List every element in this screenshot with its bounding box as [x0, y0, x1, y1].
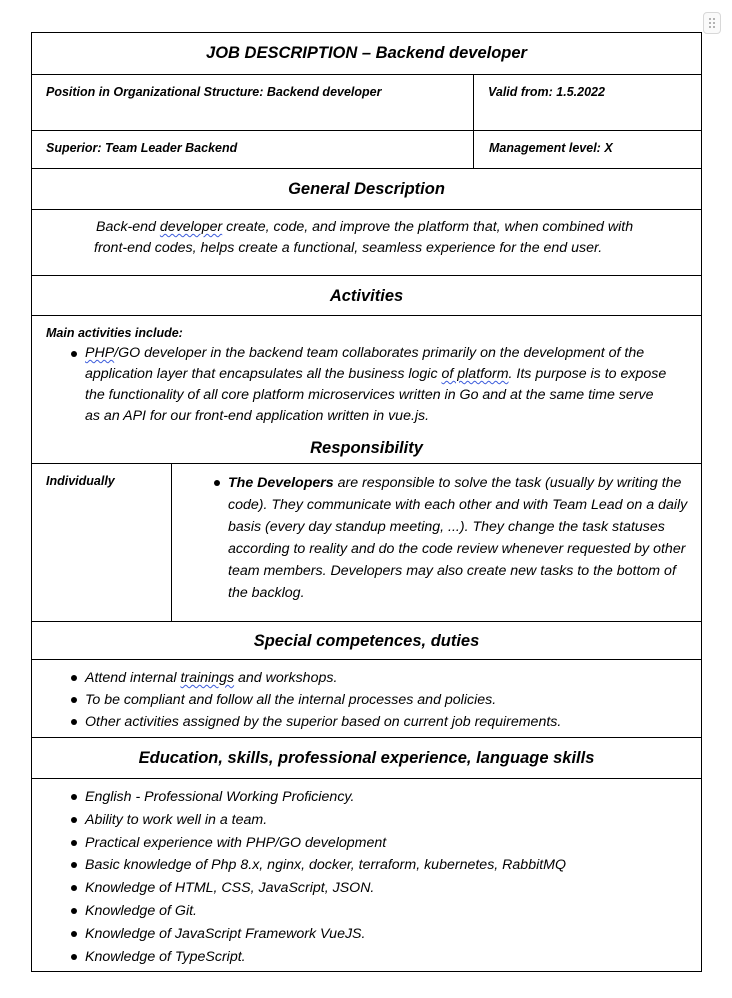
valid-from: Valid from: 1.5.2022 [473, 75, 701, 130]
responsibility-list [214, 472, 689, 604]
responsibility-row [32, 463, 701, 621]
list-item: PHP/GO developer in the backend team collaborates primarily on the development of the application layer that encapsulates all the business logic of platform. Its purpose is to expose the functionality of all core platform microservices written in Go and at the same time serve as an API for our front-end application written in vue.js. [71, 343, 671, 427]
superior-label: Superior: Team Leader Backend [46, 141, 238, 155]
general-description-body [32, 209, 701, 275]
responsibility-lead: The Developers [228, 475, 334, 491]
list-item: Basic knowledge of Php 8.x, nginx, docker, terraform, kubernetes, RabbitMQ [71, 854, 691, 877]
spellcheck-flag[interactable]: of platform [441, 366, 509, 382]
general-description-heading: General Description [32, 168, 701, 209]
list-item: The Developers are responsible to solve the task (usually by writing the code). They communicate with each other and with Team Lead on a daily basis (every day standup meeting, ...). They change the task statuses according to reality and do the code review whenever requested by other team members. Developers may also create new tasks to the bottom of the backlog. [214, 472, 689, 604]
responsibility-label: Individually [46, 474, 115, 488]
activities-body [32, 315, 701, 465]
list-item: Knowledge of JavaScript Framework VueJS. [71, 923, 691, 946]
drag-handle[interactable] [703, 12, 721, 34]
list-item: Knowledge of TypeScript. [71, 946, 691, 969]
list-item: Practical experience with PHP/GO development [71, 832, 691, 855]
position-row [32, 74, 701, 130]
list-item: To be compliant and follow all the internal processes and policies. [71, 689, 691, 711]
position-label: Position in Organizational Structure: Backend developer [46, 85, 382, 99]
general-description-line-1: Back-end developer create, code, and improve the platform that, when combined with [96, 219, 634, 235]
general-description-line-2: front-end codes, helps create a functional, seamless experience for the end user. [94, 240, 603, 256]
list-item: Other activities assigned by the superior based on current job requirements. [71, 711, 691, 733]
special-competences-list [71, 667, 691, 733]
responsibility-heading: Responsibility [310, 439, 423, 457]
list-item: Attend internal trainings and workshops. [71, 667, 691, 689]
spellcheck-flag[interactable]: developer [159, 219, 223, 235]
drag-handle-icon [708, 17, 716, 29]
education-body [32, 778, 701, 971]
responsibility-cell [171, 464, 701, 621]
education-list [71, 786, 691, 968]
activities-heading: Activities [32, 275, 701, 315]
list-item: Knowledge of HTML, CSS, JavaScript, JSON. [71, 877, 691, 900]
job-description-table [31, 32, 702, 972]
list-item: Knowledge of Git. [71, 900, 691, 923]
document-title: JOB DESCRIPTION – Backend developer [206, 44, 527, 62]
activities-intro: Main activities include: [46, 326, 183, 340]
management-level: Management level: X [473, 131, 701, 168]
special-competences-heading: Special competences, duties [32, 621, 701, 659]
list-item: English - Professional Working Proficiency. [71, 786, 691, 809]
special-competences-body [32, 659, 701, 737]
list-item: Ability to work well in a team. [71, 809, 691, 832]
superior-row [32, 130, 701, 168]
activities-list [71, 343, 671, 427]
education-heading: Education, skills, professional experience, language skills [32, 737, 701, 778]
spellcheck-flag[interactable]: PHP [85, 345, 115, 361]
spellcheck-flag[interactable]: trainings [180, 670, 235, 686]
